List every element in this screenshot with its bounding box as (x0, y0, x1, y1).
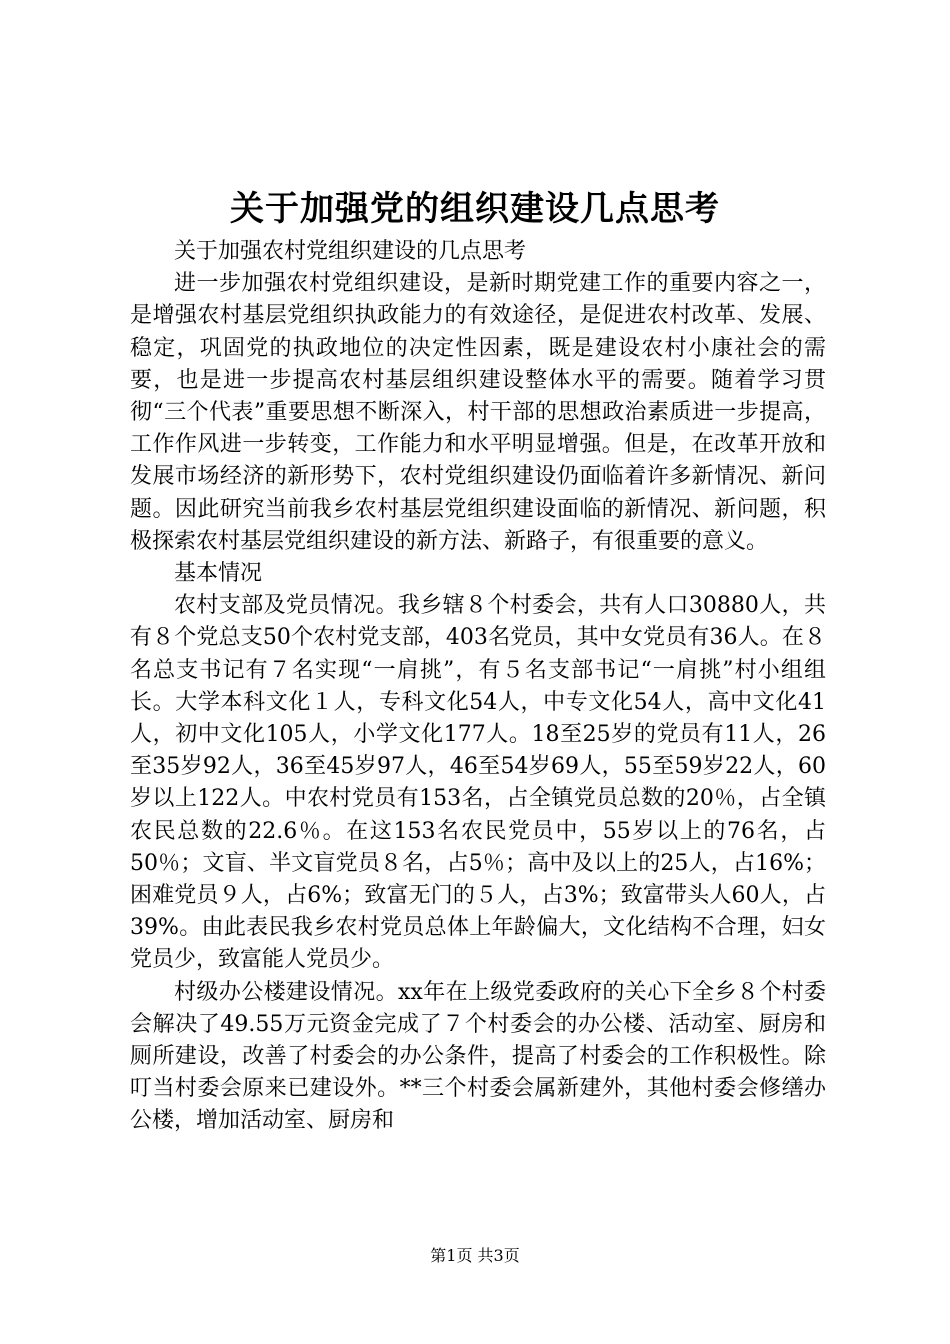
section-heading: 基本情况 (174, 561, 263, 587)
page-footer: 第1页 共3页 (430, 1246, 520, 1265)
subtitle-paragraph: 关于加强农村党组织建设的几点思考 (174, 239, 527, 264)
document-title: 关于加强党的组织建设几点思考 (230, 189, 720, 229)
office-building-paragraph: 村级办公楼建设情况。xx年在上级党委政府的关心下全乡８个村委会解决了49.55万元资金完成了７个村委会的办公楼、活动室、厨房和厕所建设，改善了村委会的办公条件，提高了村委会的工作积极性。除叮当村委会原来已建设外。**三个村委会属新建外，其他村委会修缮办公楼，增加活动室、厨房和 (130, 979, 826, 1134)
document-body (130, 236, 826, 1138)
party-member-paragraph: 农村支部及党员情况。我乡辖８个村委会，共有人口30880人，共有８个党总支50个农村党支部，403名党员，其中女党员有36人。在８名总支书记有７名实现“一肩挑”，有５名支部书记“一肩挑”村小组组长。大学本科文化１人，专科文化54人，中专文化54人，高中文化41人，初中文化105人，小学文化177人。18至25岁的党员有11人，26至35岁92人，36至45岁97人，46至54岁69人，55至59岁22人，60岁以上122人。中农村党员有153名，占全镇党员总数的20％，占全镇农民总数的22.6％。在这153名农民党员中，55岁以上的76名，占50％；文盲、半文盲党员８名，占5％；高中及以上的25人，占16%；困难党员９人，占6%；致富无门的５人，占3%；致富带头人60人，占39%。由此表民我乡农村党员总体上年龄偏大，文化结构不合理，妇女党员少，致富能人党员少。 (130, 593, 826, 973)
intro-paragraph: 进一步加强农村党组织建设，是新时期党建工作的重要内容之一，是增强农村基层党组织执政能力的有效途径，是促进农村改革、发展、稳定，巩固党的执政地位的决定性因素，既是建设农村小康社会的需要，也是进一步提高农村基层组织建设整体水平的需要。随着学习贯彻“三个代表”重要思想不断深入，村干部的思想政治素质进一步提高，工作作风进一步转变，工作能力和水平明显增强。但是，在改革开放和发展市场经济的新形势下，农村党组织建设仍面临着许多新情况、新问题。因此研究当前我乡农村基层党组织建设面临的新情况、新问题，积极探索农村基层党组织建设的新方法、新路子，有很重要的意义。 (130, 271, 826, 554)
